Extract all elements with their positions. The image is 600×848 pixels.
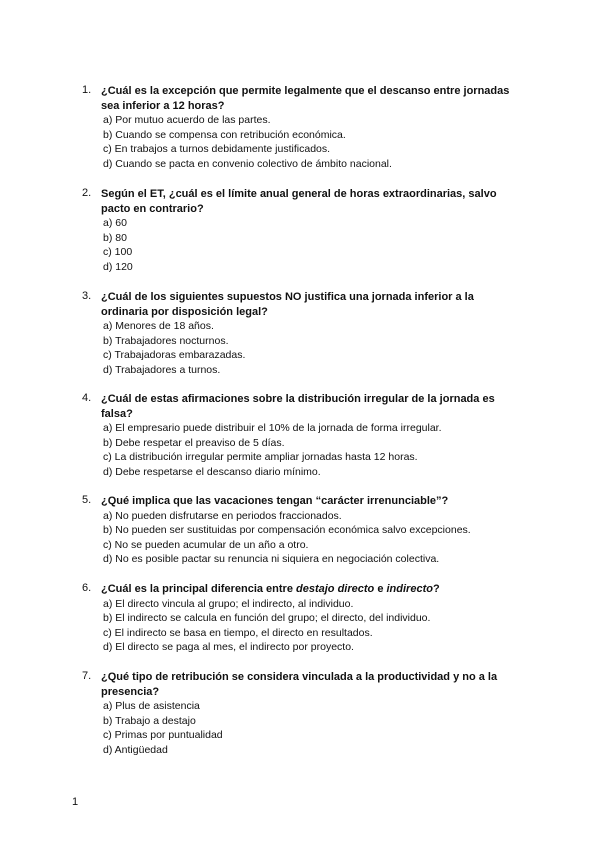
option-a: a) El directo vincula al grupo; el indirecto, al individuo. — [103, 597, 354, 610]
question-4 — [82, 392, 522, 479]
option-list — [103, 509, 522, 567]
question-number: 2. — [82, 187, 92, 199]
question-7 — [82, 670, 522, 757]
option-c: c) Trabajadoras embarazadas. — [103, 349, 246, 362]
option-a: a) Por mutuo acuerdo de las partes. — [103, 114, 271, 126]
question-number: 7. — [82, 670, 92, 682]
question-text: ¿Cuál de estas afirmaciones sobre la distribución irregular de la jornada es falsa? — [101, 393, 495, 420]
option-c: c) La distribución irregular permite ampliar jornadas hasta 12 horas. — [103, 451, 418, 464]
option-d: d) 120 — [103, 260, 133, 273]
question-term-1: destajo directo — [296, 583, 375, 595]
option-d: d) Trabajadores a turnos. — [103, 363, 221, 376]
option-c: c) En trabajos a turnos debidamente justificados. — [103, 143, 331, 156]
option-d: d) Antigüedad — [103, 743, 168, 756]
option-list — [103, 699, 522, 757]
option-c: c) No se pueden acumular de un año a otro. — [103, 538, 309, 551]
question-text-middle: e — [374, 583, 387, 595]
question-text: Según el ET, ¿cuál es el límite anual general de horas extraordinarias, salvo pacto en contrario? — [101, 188, 497, 215]
option-list — [103, 597, 522, 655]
question-3 — [82, 290, 522, 377]
option-list — [103, 113, 522, 171]
option-b: b) 80 — [103, 231, 127, 244]
option-c: c) El indirecto se basa en tiempo, el directo en resultados. — [103, 626, 373, 639]
question-number: 1. — [82, 84, 92, 96]
question-term-2: indirecto — [386, 583, 433, 595]
question-text: ¿Qué tipo de retribución se considera vinculada a la productividad y no a la presencia? — [101, 671, 498, 698]
question-1 — [82, 84, 522, 171]
question-text: ¿Cuál de los siguientes supuestos NO justifica una jornada inferior a la ordinaria por disposición legal? — [101, 291, 474, 318]
option-b: b) Trabajo a destajo — [103, 714, 196, 727]
option-c: c) 100 — [103, 246, 133, 259]
option-d: d) No es posible pactar su renuncia ni siquiera en negociación colectiva. — [103, 553, 440, 566]
option-list — [103, 216, 522, 274]
question-text: ¿Qué implica que las vacaciones tengan “carácter irrenunciable”? — [101, 495, 449, 507]
option-list — [103, 319, 522, 377]
question-5 — [82, 494, 522, 567]
option-a: a) Menores de 18 años. — [103, 320, 214, 332]
option-d: d) Debe respetarse el descanso diario mínimo. — [103, 465, 321, 478]
option-list — [103, 421, 522, 479]
question-text-end: ? — [432, 583, 440, 595]
option-b: b) Debe respetar el preaviso de 5 días. — [103, 436, 285, 449]
option-b: b) Trabajadores nocturnos. — [103, 334, 229, 347]
option-b: b) No pueden ser sustituidas por compensación económica salvo excepciones. — [103, 524, 471, 537]
question-text: ¿Cuál es la excepción que permite legalmente que el descanso entre jornadas sea inferior a 12 horas? — [101, 85, 510, 112]
option-a: a) El empresario puede distribuir el 10% de la jornada de forma irregular. — [103, 422, 442, 434]
question-6 — [82, 582, 522, 655]
question-text — [101, 582, 522, 597]
question-number: 4. — [82, 392, 92, 404]
option-b: b) Cuando se compensa con retribución económica. — [103, 128, 346, 141]
question-text-start: ¿Cuál es la principal diferencia entre — [101, 583, 297, 595]
option-a: a) No pueden disfrutarse en periodos fraccionados. — [103, 509, 342, 522]
question-number: 3. — [82, 290, 92, 302]
option-a: a) Plus de asistencia — [103, 700, 200, 712]
question-number: 6. — [82, 582, 92, 594]
option-b: b) El indirecto se calcula en función del grupo; el directo, del individuo. — [103, 612, 431, 625]
option-d: d) Cuando se pacta en convenio colectivo de ámbito nacional. — [103, 157, 392, 170]
question-number: 5. — [82, 494, 92, 506]
option-d: d) El directo se paga al mes, el indirecto por proyecto. — [103, 641, 354, 654]
option-a: a) 60 — [103, 217, 127, 229]
option-c: c) Primas por puntualidad — [103, 729, 223, 742]
page-number: 1 — [72, 796, 79, 808]
question-2 — [82, 187, 522, 274]
